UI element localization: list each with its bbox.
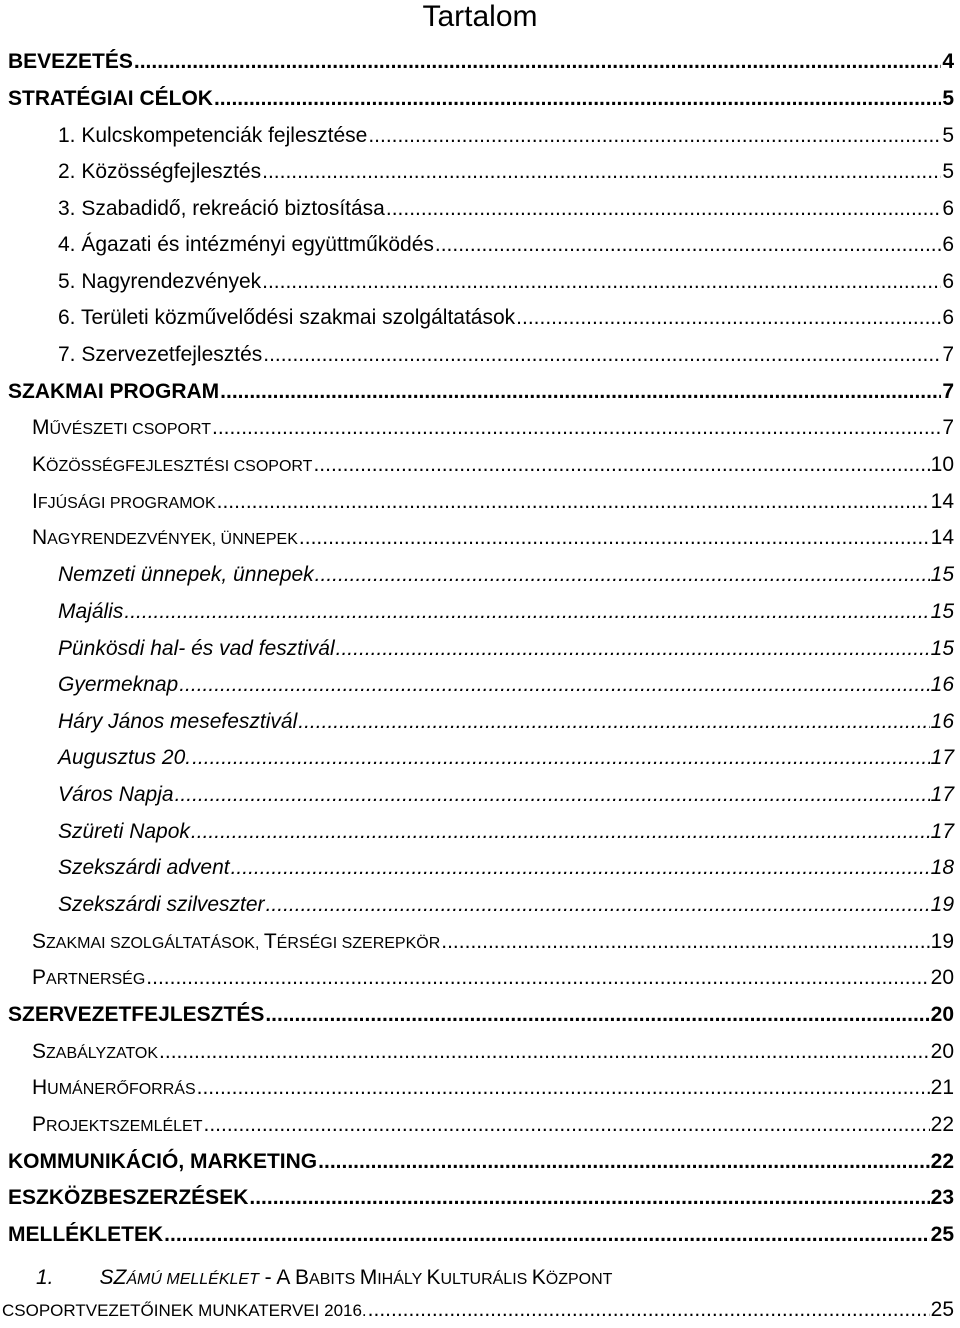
leader-dots <box>299 526 930 550</box>
leader-dots <box>204 1113 930 1137</box>
toc-entry-ifjusagi-programok[interactable] <box>32 490 954 520</box>
leader-dots <box>315 563 930 587</box>
toc-entry-label: SZAKMAI PROGRAM <box>8 380 220 403</box>
toc-entry-label: 4. Ágazati és intézményi együttműködés <box>58 233 434 256</box>
toc-entry-eszkozbeszerzesek[interactable] <box>8 1186 954 1216</box>
toc-entry-szervezetfejlesztes[interactable] <box>8 1003 954 1033</box>
toc-entry-kommunikacio[interactable] <box>8 1150 954 1180</box>
toc-entry-label: HUMÁNERŐFORRÁS <box>32 1076 196 1099</box>
leader-dots <box>134 50 941 74</box>
toc-entry-label: Nemzeti ünnepek, ünnepek <box>58 563 314 586</box>
toc-entry-page: 18 <box>930 856 954 879</box>
toc-entry-label: MŰVÉSZETI CSOPORT <box>32 416 212 439</box>
leader-dots <box>263 343 941 367</box>
toc-entry-label: STRATÉGIAI CÉLOK <box>8 87 213 110</box>
leader-dots <box>146 966 929 990</box>
leader-dots <box>368 1298 930 1322</box>
toc-entry-page: 20 <box>930 1003 954 1026</box>
toc-entry-szakmai-szolgaltatasok[interactable] <box>32 930 954 960</box>
toc-entry-label: 6. Területi közművelődési szakmai szolgáltatások <box>58 306 516 329</box>
toc-entry-label: Város Napja <box>58 783 174 806</box>
leader-dots <box>212 416 941 440</box>
toc-entry-page: 17 <box>930 746 954 769</box>
toc-entry-partnerseg[interactable] <box>32 966 954 996</box>
toc-entry-page: 22 <box>930 1150 954 1173</box>
toc-entry-varos-napja[interactable] <box>58 783 954 813</box>
toc-entry-label: NAGYRENDEZVÉNYEK, ÜNNEPEK <box>32 526 298 549</box>
toc-entry-kozossegfejlesztesi-csoport[interactable] <box>32 453 954 483</box>
toc-entry-page: 14 <box>930 526 954 549</box>
toc-entry-majalis[interactable] <box>58 600 954 630</box>
toc-entry-label: PROJEKTSZEMLÉLET <box>32 1113 203 1136</box>
toc-entry-label: Szekszárdi szilveszter <box>58 893 265 916</box>
leader-dots <box>192 746 930 770</box>
toc-entry-label: SZERVEZETFEJLESZTÉS <box>8 1003 265 1026</box>
toc-entry-szureti-napok[interactable] <box>58 820 954 850</box>
toc-entry-page: 15 <box>930 563 954 586</box>
leader-dots <box>220 380 941 404</box>
toc-entry-label: Szekszárdi advent <box>58 856 230 879</box>
annex-number: 1. <box>36 1266 54 1289</box>
toc-entry-page: 6 <box>942 197 954 220</box>
leader-dots <box>262 270 941 294</box>
toc-entry-muveszeti-csoport[interactable] <box>32 416 954 446</box>
toc-entry-label: BEVEZETÉS <box>8 50 133 73</box>
leader-dots <box>313 453 929 477</box>
toc-entry-page: 5 <box>942 124 954 147</box>
toc-entry-agazati[interactable] <box>58 233 954 263</box>
toc-entry-label: 2. Közösségfejlesztés <box>58 160 262 183</box>
leader-dots <box>266 893 930 917</box>
toc-entry-page: 5 <box>942 87 954 110</box>
toc-entry-label: 7. Szervezetfejlesztés <box>58 343 263 366</box>
toc-entry-label: ESZKÖZBESZERZÉSEK <box>8 1186 249 1209</box>
toc-entry-label: Pünkösdi hal- és vad fesztivál <box>58 637 335 660</box>
leader-dots <box>179 673 929 697</box>
toc-entry-page: 19 <box>930 893 954 916</box>
toc-entry-label: Szüreti Napok <box>58 820 190 843</box>
leader-dots <box>265 1003 929 1027</box>
toc-entry-augusztus-20[interactable] <box>58 746 954 776</box>
toc-entry-projektszemlelet[interactable] <box>32 1113 954 1143</box>
toc-entry-page: 16 <box>930 710 954 733</box>
toc-entry-nemzeti-unnepek[interactable] <box>58 563 954 593</box>
toc-entry-szekszardi-advent[interactable] <box>58 856 954 886</box>
toc-entry-bevezetes[interactable] <box>8 50 954 80</box>
toc-entry-page: 6 <box>942 233 954 256</box>
toc-entry-page: 20 <box>930 1040 954 1063</box>
leader-dots <box>214 87 941 111</box>
leader-dots <box>368 124 941 148</box>
toc-entry-szabadido[interactable] <box>58 197 954 227</box>
toc-entry-hary-janos[interactable] <box>58 710 954 740</box>
toc-entry-page: 7 <box>942 380 954 403</box>
toc-entry-page: 25 <box>930 1298 954 1321</box>
leader-dots <box>124 600 929 624</box>
leader-dots <box>249 1186 929 1210</box>
toc-entry-label: Háry János mesefesztivál <box>58 710 298 733</box>
toc-entry-label: 1. Kulcskompetenciák fejlesztése <box>58 124 368 147</box>
toc-entry-nagyrendezvenyek-unnepek[interactable] <box>32 526 954 556</box>
leader-dots <box>164 1223 929 1247</box>
toc-entry-page: 7 <box>942 416 954 439</box>
toc-entry-annex-line1[interactable] <box>36 1266 612 1290</box>
toc-entry-page: 10 <box>930 453 954 476</box>
toc-entry-page: 16 <box>930 673 954 696</box>
toc-entry-mellekletek[interactable] <box>8 1223 954 1253</box>
toc-entry-strategiai-celok[interactable] <box>8 87 954 117</box>
leader-dots <box>516 306 941 330</box>
leader-dots <box>217 490 930 514</box>
toc-entry-label: KÖZÖSSÉGFEJLESZTÉSI CSOPORT <box>32 453 313 476</box>
toc-entry-page: 6 <box>942 270 954 293</box>
toc-entry-page: 17 <box>930 783 954 806</box>
leader-dots <box>191 820 930 844</box>
toc-entry-page: 22 <box>930 1113 954 1136</box>
leader-dots <box>435 233 941 257</box>
toc-entry-page: 25 <box>930 1223 954 1246</box>
toc-entry-page: 19 <box>930 930 954 953</box>
leader-dots <box>318 1150 929 1174</box>
toc-entry-page: 4 <box>942 50 954 73</box>
page-title: Tartalom <box>422 0 538 33</box>
toc-entry-page: 20 <box>930 966 954 989</box>
toc-entry-punkosdi[interactable] <box>58 637 954 667</box>
leader-dots <box>159 1040 930 1064</box>
toc-entry-page: 15 <box>930 637 954 660</box>
toc-entry-szekszardi-szilveszter[interactable] <box>58 893 954 923</box>
toc-entry-humaneroforras[interactable] <box>32 1076 954 1106</box>
toc-entry-page: 17 <box>930 820 954 843</box>
toc-entry-kulcskompetenciak[interactable] <box>58 124 954 154</box>
toc-entry-page: 15 <box>930 600 954 623</box>
toc-entry-label: SZABÁLYZATOK <box>32 1040 159 1063</box>
leader-dots <box>231 856 930 880</box>
toc-entry-page: 7 <box>942 343 954 366</box>
toc-entry-page: 14 <box>930 490 954 513</box>
leader-dots <box>386 197 941 221</box>
toc-entry-label: MELLÉKLETEK <box>8 1223 164 1246</box>
toc-entry-page: 6 <box>942 306 954 329</box>
toc-entry-gyermeknap[interactable] <box>58 673 954 703</box>
leader-dots <box>175 783 930 807</box>
toc-entry-label: Gyermeknap <box>58 673 179 696</box>
toc-entry-label: KOMMUNIKÁCIÓ, MARKETING <box>8 1150 318 1173</box>
toc-entry-label: SZAKMAI SZOLGÁLTATÁSOK, TÉRSÉGI SZEREPKÖR <box>32 930 441 953</box>
annex-title-line1: SZÁMÚ MELLÉKLET - A BABITS MIHÁLY KULTURÁLIS KÖZPONT <box>99 1266 613 1289</box>
toc-entry-szervezetfejlesztes-num[interactable] <box>58 343 954 373</box>
leader-dots <box>197 1076 930 1100</box>
toc-entry-label: 3. Szabadidő, rekreáció biztosítása <box>58 197 385 220</box>
toc-entry-label: PARTNERSÉG <box>32 966 146 989</box>
toc-entry-kozossegfejlesztes[interactable] <box>58 160 954 190</box>
toc-entry-label: Augusztus 20. <box>58 746 192 769</box>
toc-entry-page: 23 <box>930 1186 954 1209</box>
leader-dots <box>441 930 929 954</box>
toc-entry-szabalyzatok[interactable] <box>32 1040 954 1070</box>
toc-entry-page: 21 <box>930 1076 954 1099</box>
leader-dots <box>262 160 941 184</box>
toc-entry-label: 5. Nagyrendezvények <box>58 270 262 293</box>
annex-title-line2: CSOPORTVEZETŐINEK MUNKATERVEI 2016. <box>2 1301 367 1320</box>
toc-entry-nagyrendezvenyek-num[interactable] <box>58 270 954 300</box>
toc-entry-label: IFJÚSÁGI PROGRAMOK <box>32 490 216 513</box>
toc-entry-page: 5 <box>942 160 954 183</box>
toc-entry-szakmai-program[interactable] <box>8 380 954 410</box>
toc-entry-label: Majális <box>58 600 124 623</box>
leader-dots <box>298 710 929 734</box>
leader-dots <box>336 637 930 661</box>
toc-entry-teruleti[interactable] <box>58 306 954 336</box>
